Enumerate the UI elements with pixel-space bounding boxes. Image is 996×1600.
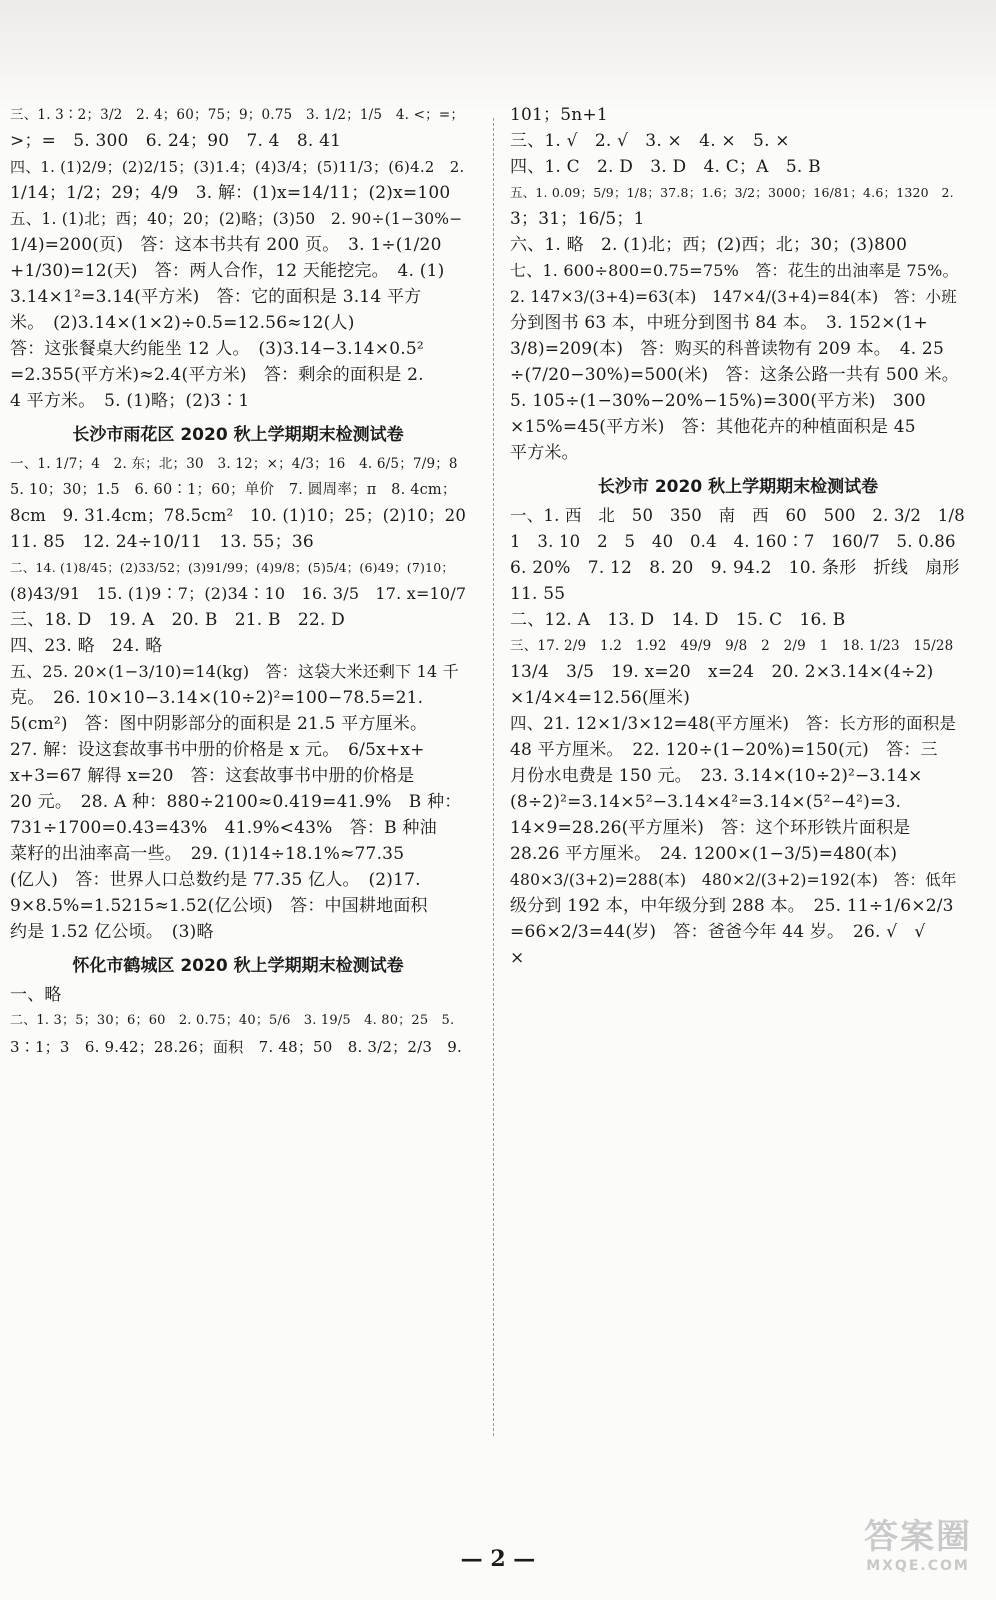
- answer-line: 三、18. D 19. A 20. B 21. B 22. D: [10, 610, 345, 630]
- answer-line: 11. 55: [510, 584, 566, 604]
- answer-line: 克。 26. 10×10−3.14×(10÷2)²=100−78.5=21.: [10, 688, 424, 708]
- answer-line: 七、1. 600÷800=0.75=75% 答：花生的出油率是 75%。: [510, 261, 959, 280]
- answer-line: 米。 (2)3.14×(1×2)÷0.5=12.56≈12(人): [10, 313, 355, 333]
- answer-line: (8÷2)²=3.14×5²−3.14×4²=3.14×(5²−4²)=3.: [510, 792, 902, 812]
- answer-line: 2. 147×3/(3+4)=63(本) 147×4/(3+4)=84(本) 答：小班: [510, 288, 957, 306]
- answer-line: 五、1. (1)北；西；40；20；(2)略；(3)50 2. 90÷(1−30%−: [10, 210, 463, 228]
- answer-line: 答：这张餐桌大约能坐 12 人。 (3)3.14−3.14×0.5²: [10, 339, 424, 359]
- answer-line: 分到图书 63 本，中班分到图书 84 本。 3. 152×(1+: [510, 313, 928, 333]
- answer-line: 3∶1；3 6. 9.42；28.26；面积 7. 48；50 8. 3/2；2/3 9.: [10, 1038, 462, 1056]
- answer-line: 平方米。: [510, 443, 579, 463]
- answer-line: ×1/4×4=12.56(厘米): [510, 688, 691, 708]
- answer-line: 四、23. 略 24. 略: [10, 636, 163, 656]
- section-heading-yuhua: 长沙市雨花区 2020 秋上学期期末检测试卷: [72, 425, 404, 445]
- answer-line: 五、25. 20×(1−3/10)=14(kg) 答：这袋大米还剩下 14 千: [10, 662, 459, 681]
- answer-line: 四、1. C 2. D 3. D 4. C；A 5. B: [510, 157, 821, 177]
- left-block-1: [10, 102, 466, 414]
- answer-line: 3；31；16/5；1: [510, 209, 645, 229]
- answer-line: 三、1. 3∶2；3/2 2. 4；60；75；9；0.75 3. 1/2；1/5 4. <；=；: [10, 107, 465, 123]
- answer-line: 5(cm²) 答：图中阴影部分的面积是 21.5 平方厘米。: [10, 714, 428, 734]
- answer-line: =2.355(平方米)≈2.4(平方米) 答：剩余的面积是 2.: [10, 365, 424, 385]
- answer-line: 4 平方米。 5. (1)略；(2)3∶1: [10, 391, 250, 411]
- answer-line: 8cm 9. 31.4cm；78.5cm² 10. (1)10；25；(2)10；20: [10, 506, 467, 525]
- answer-line: 5. 105÷(1−30%−20%−15%)=300(平方米) 300: [510, 391, 926, 411]
- answer-line: 48 平方厘米。 22. 120÷(1−20%)=150(元) 答：三: [510, 740, 938, 760]
- answer-line: 三、1. √ 2. √ 3. × 4. × 5. ×: [510, 131, 790, 151]
- answer-line: >；= 5. 300 6. 24；90 7. 4 8. 41: [10, 131, 342, 151]
- right-block-1: [510, 102, 966, 466]
- column-divider: [493, 118, 495, 1436]
- answer-line: 3/8)=209(本) 答：购买的科普读物有 209 本。 4. 25: [510, 339, 944, 359]
- scan-top-band: [0, 0, 996, 110]
- page-number: — 2 —: [460, 1546, 536, 1572]
- answer-line: 11. 85 12. 24÷10/11 13. 55；36: [10, 532, 314, 552]
- answer-line: +1/30)=12(天) 答：两人合作，12 天能挖完。 4. (1): [10, 261, 445, 281]
- answer-line: 二、12. A 13. D 14. D 15. C 16. B: [510, 610, 846, 630]
- answer-line: 四、1. (1)2/9；(2)2/15；(3)1.4；(4)3/4；(5)11/3；(6)4.2 2.: [10, 158, 465, 176]
- left-column: [10, 102, 466, 1060]
- answer-line: 菜籽的出油率高一些。 29. (1)14÷18.1%≈77.35: [10, 844, 405, 864]
- answer-line: 约是 1.52 亿公顷。 (3)略: [10, 922, 214, 942]
- left-block-2: [10, 451, 466, 945]
- answer-line: ÷(7/20−30%)=500(米) 答：这条公路一共有 500 米。: [510, 365, 959, 385]
- answer-line: 731÷1700=0.43=43% 41.9%<43% 答：B 种油: [10, 818, 437, 838]
- answer-line: 一、略: [10, 985, 62, 1005]
- section-heading-changsha: 长沙市 2020 秋上学期期末检测试卷: [597, 477, 879, 497]
- answer-line: 13/4 3/5 19. x=20 x=24 20. 2×3.14×(4÷2): [510, 662, 934, 682]
- answer-line: 二、14. (1)8/45；(2)33/52；(3)91/99；(4)9/8；(5)5/4；(6)49；(7)10；: [10, 560, 455, 575]
- answer-line: 6. 20% 7. 12 8. 20 9. 94.2 10. 条形 折线 扇形: [510, 558, 960, 578]
- answer-line: 3.14×1²=3.14(平方米) 答：它的面积是 3.14 平方: [10, 287, 422, 307]
- answer-line: 20 元。 28. A 种：880÷2100≈0.419=41.9% B 种：: [10, 792, 462, 812]
- watermark-title: 答案圈: [864, 1517, 972, 1557]
- answer-line: 二、1. 3；5；30；6；60 2. 0.75；40；5/6 3. 19/5 4. 80；25 5.: [10, 1013, 455, 1028]
- answer-line: 一、1. 西 北 50 350 南 西 60 500 2. 3/2 1/8: [510, 506, 965, 525]
- answer-line: 28.26 平方厘米。 24. 1200×(1−3/5)=480(本): [510, 844, 898, 864]
- answer-line: 1 3. 10 2 5 40 0.4 4. 160∶7 160/7 5. 0.86: [510, 532, 956, 551]
- right-column: [510, 102, 966, 971]
- answer-line: 五、1. 0.09；5/9；1/8；37.8；1.6；3/2；3000；16/81；4.6；1320 2.: [510, 185, 954, 200]
- watermark-url: MXQE.COM: [866, 1558, 970, 1574]
- answer-line: 480×3/(3+2)=288(本) 480×2/(3+2)=192(本) 答：低年: [510, 871, 957, 889]
- left-block-3: [10, 982, 466, 1060]
- answer-line: =66×2/3=44(岁) 答：爸爸今年 44 岁。 26. √ √: [510, 922, 926, 942]
- answer-line: 四、21. 12×1/3×12=48(平方厘米) 答：长方形的面积是: [510, 714, 957, 733]
- answer-line: ×: [510, 948, 525, 968]
- answer-line: 9×8.5%=1.5215≈1.52(亿公顷) 答：中国耕地面积: [10, 896, 428, 916]
- answer-line: 六、1. 略 2. (1)北；西；(2)西；北；30；(3)800: [510, 235, 908, 255]
- answer-line: ×15%=45(平方米) 答：其他花卉的种植面积是 45: [510, 417, 916, 437]
- answer-line: (8)43/91 15. (1)9∶7；(2)34∶10 16. 3/5 17. x=10/7: [10, 584, 467, 603]
- section-heading-hecheng: 怀化市鹤城区 2020 秋上学期期末检测试卷: [72, 956, 404, 976]
- watermark-logo: [864, 1509, 972, 1574]
- answer-line: 一、1. 1/7；4 2. 东；北；30 3. 12；×；4/3；16 4. 6/5；7/9；8: [10, 456, 458, 472]
- answer-line: 三、17. 2/9 1.2 1.92 49/9 9/8 2 2/9 1 18. 1/23 15/28: [510, 638, 954, 654]
- answer-line: 5. 10；30；1.5 6. 60∶1；60；单价 7. 圆周率；π 8. 4cm；: [10, 482, 457, 498]
- answer-line: (亿人) 答：世界人口总数约是 77.35 亿人。 (2)17.: [10, 870, 421, 890]
- answer-line: 1/4)=200(页) 答：这本书共有 200 页。 3. 1÷(1/20: [10, 235, 442, 255]
- answer-line: 1/14；1/2；29；4/9 3. 解：(1)x=14/11；(2)x=100: [10, 183, 451, 203]
- answer-line: 月份水电费是 150 元。 23. 3.14×(10÷2)²−3.14×: [510, 766, 923, 786]
- answer-line: 101；5n+1: [510, 105, 608, 125]
- answer-line: 27. 解：设这套故事书中册的价格是 x 元。 6/5x+x+: [10, 740, 425, 760]
- answer-line: x+3=67 解得 x=20 答：这套故事书中册的价格是: [10, 766, 415, 786]
- answer-line: 14×9=28.26(平方厘米) 答：这个环形铁片面积是: [510, 818, 911, 838]
- answer-line: 级分到 192 本，中年级分到 288 本。 25. 11÷1/6×2/3: [510, 896, 954, 916]
- right-block-2: [510, 503, 966, 971]
